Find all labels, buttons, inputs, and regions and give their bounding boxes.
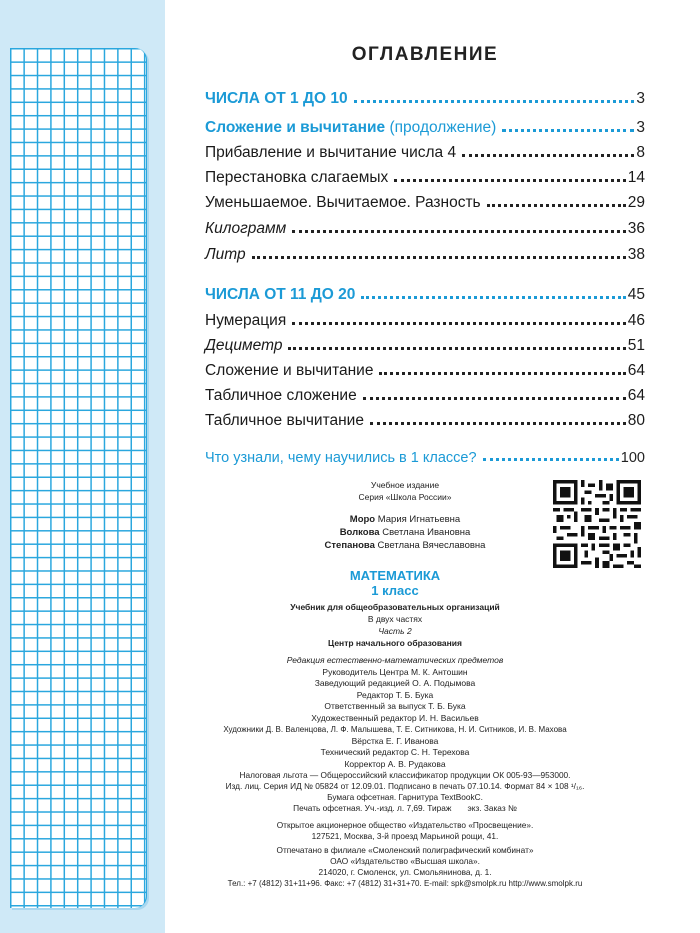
toc-entry[interactable] (205, 242, 645, 264)
book-title: МАТЕМАТИКА (349, 568, 441, 583)
imprint-header (195, 479, 615, 503)
publisher-block (185, 820, 625, 842)
tech-line: Печать офсетная. Уч.-изд. л. 7,69. Тираж экз. Заказ № (293, 803, 517, 813)
toc-entry-page: 46 (627, 312, 645, 329)
toc-entry[interactable] (205, 308, 645, 330)
education-center: Центр начального образования (328, 638, 462, 648)
toc-leader-dots (363, 397, 626, 400)
toc-entry-label: Сложение и вычитание (205, 362, 374, 379)
toc-entry-page: 3 (636, 90, 645, 107)
credit-line: Руководитель Центра М. К. Антошин (322, 666, 468, 677)
toc-entry-label: Что узнали, чему научились в 1 классе? (205, 450, 477, 466)
toc-entry-label: Перестановка слагаемых (205, 169, 389, 186)
toc-entry-section-2[interactable] (205, 282, 645, 304)
toc-entry-addition-subtraction-continued[interactable] (205, 115, 645, 137)
credit-line: Редакция естественно-математических предметов (286, 655, 504, 665)
toc-entry[interactable] (205, 190, 645, 212)
toc-leader-dots (361, 296, 625, 299)
toc-entry-page: 8 (636, 144, 645, 161)
toc-entry[interactable] (205, 216, 645, 238)
page-margin-strip (0, 0, 165, 933)
toc-entry-label: Табличное вычитание (205, 412, 364, 429)
toc-leader-dots (354, 100, 635, 103)
toc-entry-summary[interactable] (205, 444, 645, 466)
toc-entry-page: 45 (627, 286, 645, 303)
toc-leader-dots (487, 204, 626, 207)
credit-line: Ответственный за выпуск Т. Б. Бука (324, 701, 466, 711)
author: Волкова Светлана Ивановна (339, 527, 471, 538)
toc-leader-dots (288, 347, 625, 350)
credits-block (175, 655, 615, 770)
toc-entry[interactable] (205, 383, 645, 405)
printer-line: Отпечатано в филиале «Смоленский полиграфический комбинат» (276, 845, 534, 855)
toc-leader-dots (394, 179, 625, 182)
toc-entry-page: 29 (627, 194, 645, 211)
toc-entry-label: Сложение и вычитание (205, 119, 386, 136)
author: Моро Мария Игнатьевна (349, 514, 461, 525)
toc-entry-page: 64 (627, 362, 645, 379)
book-title-block (185, 568, 605, 649)
credit-line: Художественный редактор И. Н. Васильев (311, 712, 479, 723)
toc-leader-dots (462, 154, 634, 157)
toc-entry-label: Нумерация (205, 312, 287, 329)
toc-entry[interactable] (205, 165, 645, 187)
toc-entry-page: 80 (627, 412, 645, 429)
qr-code-graphic (553, 480, 641, 568)
parts: В двух частях (367, 614, 423, 624)
edition-type: Учебное издание (370, 480, 440, 490)
grade: 1 класс (371, 583, 419, 598)
tech-line: Налоговая льгота — Общероссийский классификатор продукции ОК 005-93—953000. (239, 770, 571, 780)
printer-line: 214020, г. Смоленск, ул. Смольянинова, д. 1. (318, 867, 492, 877)
qr-code-icon[interactable] (553, 480, 641, 568)
toc-entry-label: Дециметр (205, 337, 283, 354)
toc-leader-dots (379, 372, 625, 375)
toc-leader-dots (370, 422, 626, 425)
credit-line: Вёрстка Е. Г. Иванова (351, 735, 439, 746)
toc-entry-label: Табличное сложение (205, 387, 357, 404)
toc-entry-page: 3 (636, 119, 645, 136)
part-number: Часть 2 (378, 626, 412, 636)
credit-line: Заведующий редакцией О. А. Подымова (314, 678, 476, 688)
toc-entry-page: 38 (627, 246, 645, 263)
book-subtitle: Учебник для общеобразовательных организаций (290, 602, 500, 612)
authors-block (195, 513, 615, 552)
tech-line: Изд. лиц. Серия ИД № 05824 от 12.09.01. Подписано в печать 07.10.14. Формат 84 × 108 ¹/₁₆. (225, 781, 585, 791)
toc-entry-page: 36 (627, 220, 645, 237)
toc-entry-label: Килограмм (205, 220, 287, 237)
author: Степанова Светлана Вячеславовна (324, 540, 486, 551)
toc-entry-label-suffix: (продолжение) (389, 119, 497, 136)
toc-entry-label: ЧИСЛА ОТ 1 ДО 10 (205, 90, 348, 107)
grid-paper-decoration (10, 48, 147, 908)
toc-entry-page: 100 (620, 450, 645, 466)
toc-leader-dots (502, 129, 634, 132)
printer-line: ОАО «Издательство «Высшая школа». (330, 856, 480, 866)
toc-leader-dots (292, 322, 626, 325)
publisher-line: 127521, Москва, 3-й проезд Марьиной рощи, 41. (311, 831, 499, 841)
toc-entry-page: 14 (627, 169, 645, 186)
tech-line: Бумага офсетная. Гарнитура TextBookC. (327, 792, 483, 802)
toc-leader-dots (252, 256, 626, 259)
toc-entry-label: Уменьшаемое. Вычитаемое. Разность (205, 194, 481, 211)
printer-block (185, 845, 625, 889)
credit-line: Корректор А. В. Рудакова (344, 758, 446, 769)
toc-entry-page: 64 (627, 387, 645, 404)
toc-entry[interactable] (205, 140, 645, 162)
toc-entry[interactable] (205, 408, 645, 430)
toc-title: ОГЛАВЛЕНИЕ (351, 44, 499, 65)
toc-entry[interactable] (205, 358, 645, 380)
toc-entry-label-wrap (205, 119, 502, 137)
toc-entry-label: ЧИСЛА ОТ 11 ДО 20 (205, 286, 356, 303)
toc-leader-dots (483, 458, 619, 461)
credit-line: Редактор Т. Б. Бука (356, 689, 434, 700)
publisher-line: Открытое акционерное общество «Издательство «Просвещение». (276, 820, 534, 830)
toc-entry-label: Литр (205, 246, 246, 263)
toc-entry-label: Прибавление и вычитание числа 4 (205, 144, 457, 161)
credit-line: Технический редактор С. Н. Терехова (320, 747, 470, 757)
toc-leader-dots (292, 230, 625, 233)
toc-entry-section-1[interactable] (205, 86, 645, 108)
printer-contacts: Тел.: +7 (4812) 31+11+96. Факс: +7 (4812) 31+31+70. E-mail: spk@smolpk.ru http://www.smolpk.ru (227, 879, 583, 888)
toc-entry-page: 51 (627, 337, 645, 354)
tech-block (185, 770, 625, 814)
toc-entry[interactable] (205, 333, 645, 355)
credit-line: Художники Д. В. Валенцова, Л. Ф. Малышева, Т. Е. Ситникова, Н. И. Ситников, И. В. Махова (223, 725, 567, 734)
series-name: Серия «Школа России» (358, 492, 452, 502)
